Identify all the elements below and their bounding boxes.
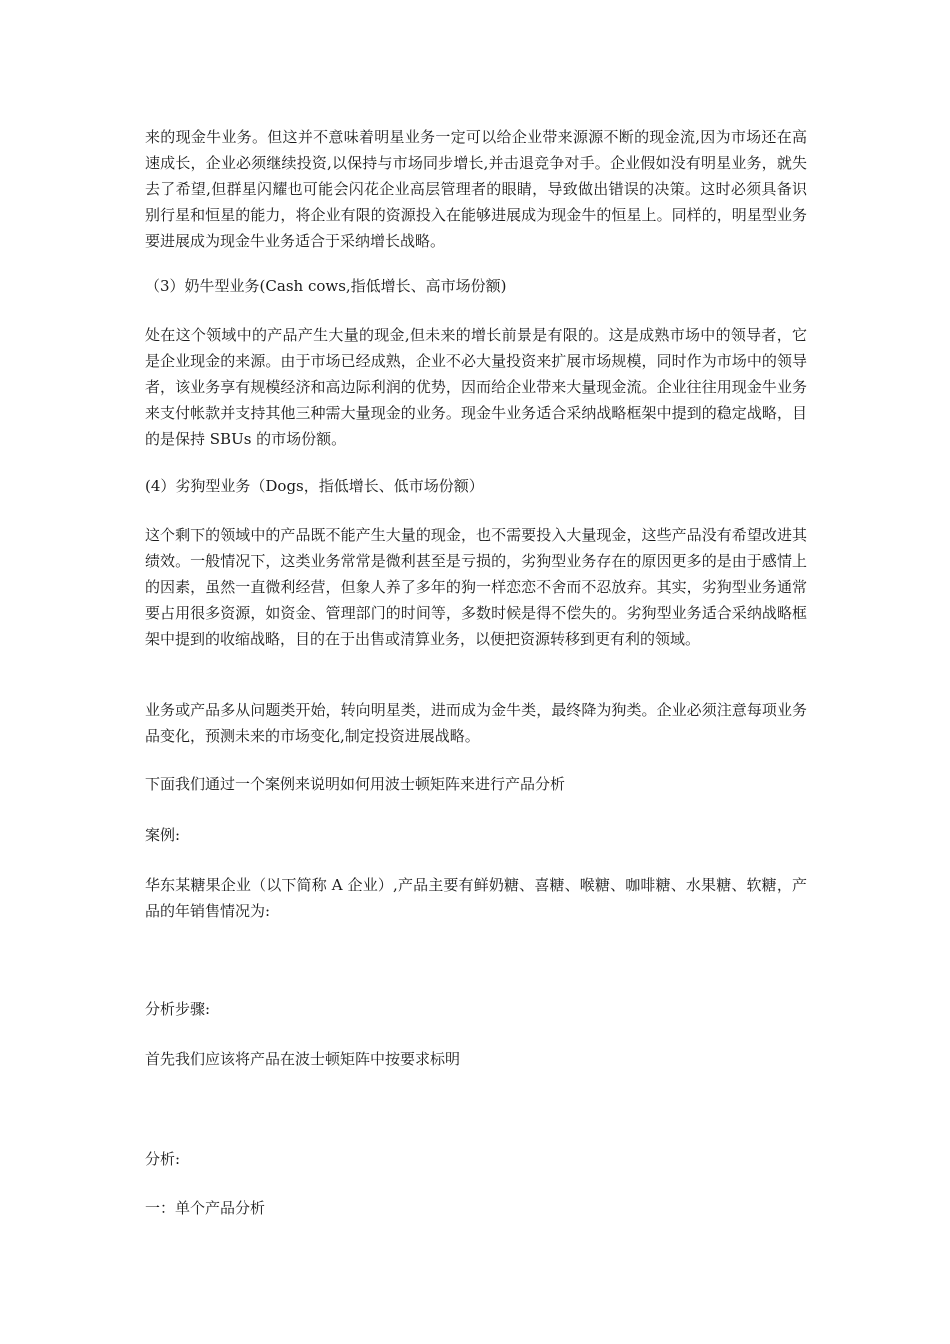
paragraph-cash-cows: 处在这个领域中的产品产生大量的现金,但未来的增长前景是有限的。这是成熟市场中的领导者，它是企业现金的来源。由于市场已经成熟，企业不必大量投资来扩展市场规模，同时作为市场中的领导者，该业务享有规模经济和高边际利润的优势，因而给企业带来大量现金流。企业往往用现金牛业务来支付帐款并支持其他三种需大量现金的业务。现金牛业务适合采纳战略框架中提到的稳定战略，目的是保持 SBUs 的市场份额。 (145, 326, 807, 448)
label-analysis-steps: 分析步骤: (145, 1000, 211, 1018)
paragraph-lifecycle: 业务或产品多从问题类开始，转向明星类，进而成为金牛类，最终降为狗类。企业必须注意每项业务品变化，预测未来的市场变化,制定投资进展战略。 (145, 701, 807, 745)
paragraph-case-company: 华东某糖果企业（以下简称 A 企业）,产品主要有鲜奶糖、喜糖、喉糖、咖啡糖、水果糖、软糖，产品的年销售情况为: (145, 876, 807, 920)
paragraph-star-business-end: 来的现金牛业务。但这并不意味着明星业务一定可以给企业带来源源不断的现金流,因为市场还在高速成长，企业必须继续投资,以保持与市场同步增长,并击退竞争对手。企业假如没有明星业务，就失去了希望,但群星闪耀也可能会闪花企业高层管理者的眼睛，导致做出错误的决策。这时必须具备识别行星和恒星的能力，将企业有限的资源投入在能够进展成为现金牛的恒星上。同样的，明星型业务要进展成为现金牛业务适合于采纳增长战略。 (145, 128, 807, 250)
heading-cash-cows: （3）奶牛型业务(Cash cows,指低增长、高市场份额) (145, 277, 507, 295)
paragraph-dogs: 这个剩下的领域中的产品既不能产生大量的现金，也不需要投入大量现金，这些产品没有希望改进其绩效。一般情况下，这类业务常常是微利甚至是亏损的，劣狗型业务存在的原因更多的是由于感情上的因素，虽然一直微利经营，但象人养了多年的狗一样恋恋不舍而不忍放弃。其实，劣狗型业务通常要占用很多资源，如资金、管理部门的时间等，多数时候是得不偿失的。劣狗型业务适合采纳战略框架中提到的收缩战略，目的在于出售或清算业务，以便把资源转移到更有利的领域。 (145, 526, 807, 648)
heading-single-product-analysis: 一：单个产品分析 (145, 1199, 266, 1217)
heading-dogs: (4）劣狗型业务（Dogs，指低增长、低市场份额） (145, 477, 484, 495)
label-analysis: 分析: (145, 1150, 181, 1168)
label-case: 案例: (145, 826, 181, 844)
paragraph-matrix-mark: 首先我们应该将产品在波士顿矩阵中按要求标明 (145, 1050, 461, 1068)
paragraph-case-intro: 下面我们通过一个案例来说明如何用波士顿矩阵来进行产品分析 (145, 775, 566, 793)
